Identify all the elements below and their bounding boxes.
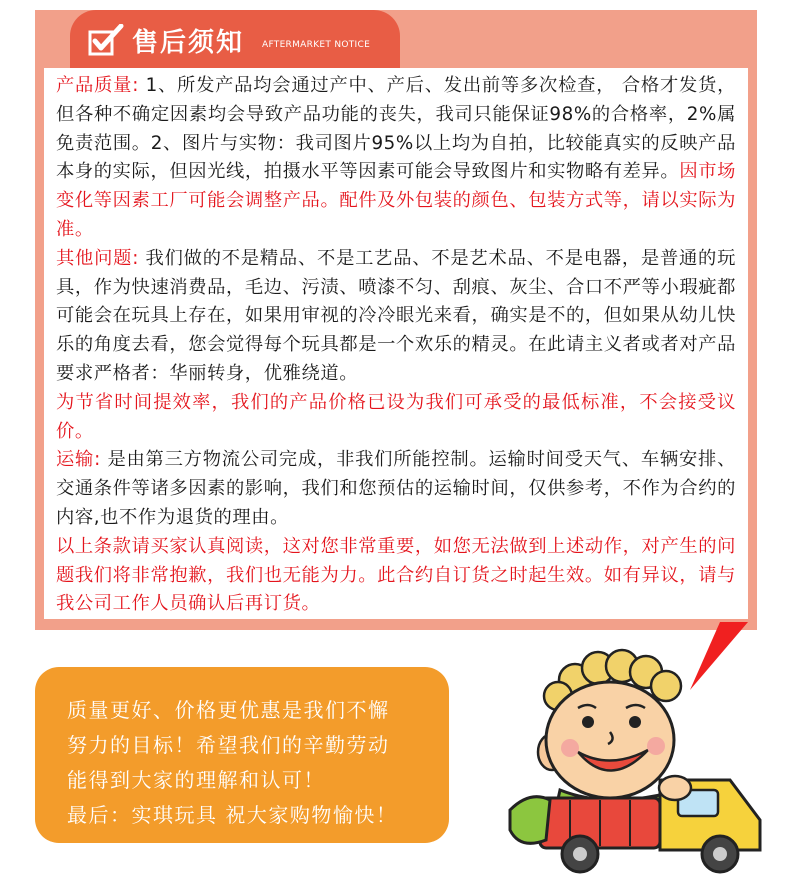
terms-section: 以上条款请买家认真阅读，这对您非常重要，如您无法做到上述动作，对产生的问题我们将非常抱歉，我们也无能为力。此合约自订货之时起生效。如有异议，请与我公司工作人员确认后再订货。 — [56, 535, 736, 615]
quality-section — [56, 72, 736, 245]
quality-text: 1、所发产品均会通过产中、产后、发出前等多次检查， 合格才发货，但各种不确定因素均会导致产品功能的丧失，我司只能保证98%的合格率，2%属免责范围。2、图片与实物：我司图片95%以上均为自拍，比较能真实的反映产品本身的实际，但因光线，拍摄水平等因素可能会导致图片和实物略有差异。 — [56, 75, 736, 183]
closing-line: 能得到大家的理解和认可！ — [67, 768, 325, 792]
shipping-label: 运输: — [56, 449, 101, 471]
closing-line: 努力的目标！希望我们的辛勤劳动 — [67, 733, 390, 757]
other-label: 其他问题: — [56, 247, 139, 269]
shipping-section — [56, 446, 736, 532]
closing-line: 质量更好、价格更优惠是我们不懈 — [67, 698, 390, 722]
quality-label: 产品质量: — [56, 75, 139, 96]
closing-line: 最后：实琪玩具 祝大家购物愉快！ — [67, 803, 398, 827]
page-title: 售后须知 — [132, 28, 245, 58]
notice-textbox — [44, 68, 748, 619]
shipping-text: 是由第三方物流公司完成，非我们所能控制。运输时间受天气、车辆安排、交通条件等诸多因素的影响，我们和您预估的运输时间，仅供参考，不作为合约的内容,也不作为退货的理由。 — [56, 449, 736, 528]
price-section: 为节省时间提效率，我们的产品价格已设为我们可承受的最低标准，不会接受议价。 — [56, 391, 736, 442]
other-section — [56, 245, 736, 389]
page-subtitle: AFTERMARKET NOTICE — [262, 40, 371, 50]
closing-message-box — [35, 667, 449, 843]
checkbox-check-icon — [88, 24, 124, 56]
kid-truck-illustration — [470, 640, 780, 885]
quality-warning: 因市场变化等因素工厂可能会调整产品。配件及外包装的颜色、包装方式等，请以实际为准。 — [56, 161, 736, 240]
other-text: 我们做的不是精品、不是工艺品、不是艺术品、不是电器，是普通的玩具，作为快速消费品，毛边、污渍、喷漆不匀、刮痕、灰尘、合口不严等小瑕疵都可能会在玩具上存在，如果用审视的冷冷眼光来看，确实是不的，但如果从幼儿快乐的角度去看，您会觉得每个玩具都是一个欢乐的精灵。在此请主义者或者对产品要求严格者：华丽转身，优雅绕道。 — [56, 247, 736, 384]
